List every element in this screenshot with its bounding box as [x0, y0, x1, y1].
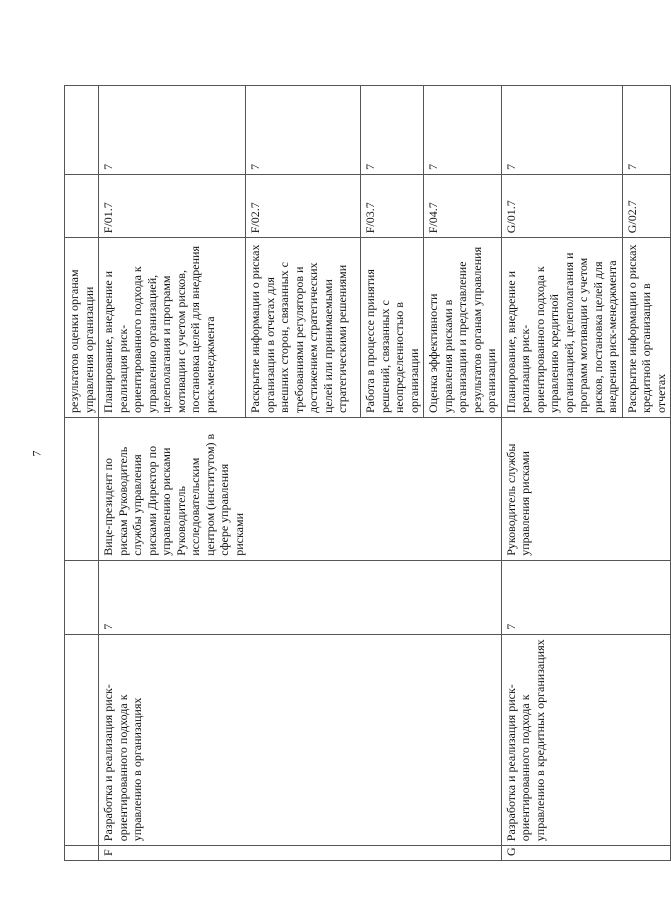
job-titles: Руководитель службы управления рисками	[501, 418, 671, 561]
function-level: 7	[501, 86, 622, 175]
table-cell	[65, 634, 99, 845]
function-level: 7	[361, 86, 424, 175]
function-code: F/03.7	[361, 174, 424, 237]
function-code: G/01.7	[501, 174, 622, 237]
group-name: Разработка и реализация риск-ориентированного подхода к управлению в организациях	[99, 634, 502, 845]
function-name: Планирование, внедрение и реализация риск-ориентированного подхода к управлению кредитной организацией, целеполагания и программ мотивации с учетом рисков, постановка целей для внедрения риск-менеджмента	[501, 238, 622, 418]
function-name: Оценка эффективности управления рисками в организации и представление результатов органам управления организации	[424, 238, 502, 418]
table-row	[99, 86, 246, 861]
table-cell	[65, 174, 99, 237]
functions-table	[64, 85, 671, 861]
function-name: Работа в процессе принятия решений, связанных с неопределенностью в организации	[361, 238, 424, 418]
function-code: F/04.7	[424, 174, 502, 237]
function-name: результатов оценки органам управления организации	[65, 238, 99, 418]
rotated-table-wrapper	[64, 85, 668, 861]
function-name: Планирование, внедрение и реализация риск-ориентированного подхода к управлению организацией, целеполагания и программ мотивации с учетом рисков, постановка целей для внедрения риск-менеджмента	[99, 238, 246, 418]
function-level: 7	[99, 86, 246, 175]
group-name: Разработка и реализация риск-ориентированного подхода к управлению в кредитных организациях	[501, 634, 671, 845]
function-level: 7	[246, 86, 361, 175]
function-code: F/01.7	[99, 174, 246, 237]
table-row	[501, 86, 622, 861]
function-name: Раскрытие информации о рисках кредитной организации в отчетах	[622, 238, 671, 418]
group-letter: G	[501, 846, 671, 861]
function-level: 7	[424, 86, 502, 175]
function-level: 7	[622, 86, 671, 175]
page-number: 7	[29, 450, 44, 457]
group-level: 7	[501, 560, 671, 634]
table-row	[65, 86, 99, 861]
function-code: F/02.7	[246, 174, 361, 237]
table-cell	[65, 86, 99, 175]
table-cell	[65, 418, 99, 561]
function-code: G/02.7	[622, 174, 671, 237]
job-titles: Вице-президент по рискам Руководитель службы управления рисками Директор по управлению рисками Руководитель исследовательским центром (институтом) в сфере управления рисками	[99, 418, 502, 561]
table-cell	[65, 560, 99, 634]
group-level: 7	[99, 560, 502, 634]
function-name: Раскрытие информации о рисках организации в отчетах для внешних сторон, связанных с требованиями регуляторов и достижением стратегических целей или принимаемыми стратегическими решениями	[246, 238, 361, 418]
table-cell	[65, 846, 99, 861]
group-letter: F	[99, 846, 502, 861]
